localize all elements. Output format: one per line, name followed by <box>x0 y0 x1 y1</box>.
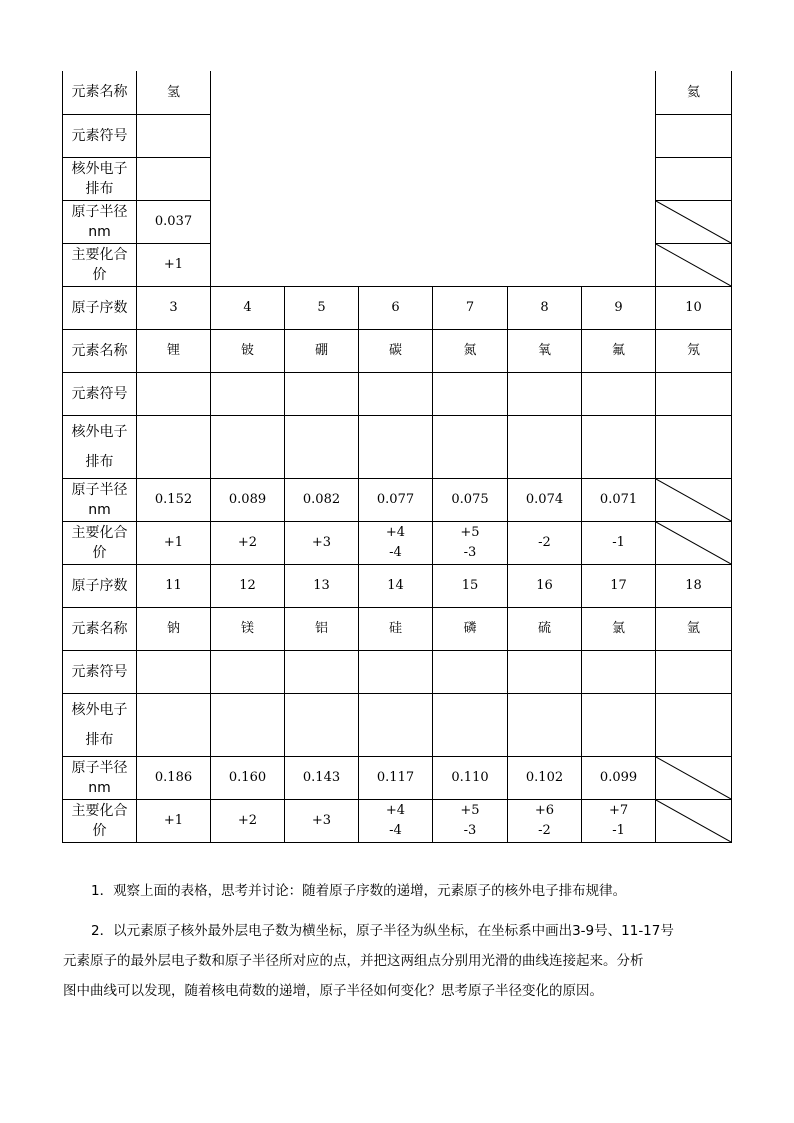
period1-gap <box>211 71 656 286</box>
label-electron: 核外电子 排布 <box>63 157 137 200</box>
p3-radius: 0.117 <box>359 756 433 799</box>
label-valence: 主要化合 价 <box>63 521 137 564</box>
label-radius: 原子半径 nm <box>63 478 137 521</box>
p3-symbol-cell[interactable] <box>285 650 359 693</box>
p2-valence: +2 <box>211 521 285 564</box>
p2-name: 氟 <box>582 329 656 372</box>
p3-name: 磷 <box>433 607 508 650</box>
p2-symbol-cell[interactable] <box>359 372 433 415</box>
p3-symbol-cell[interactable] <box>508 650 582 693</box>
p2-number: 7 <box>433 286 508 329</box>
p3-radius: 0.160 <box>211 756 285 799</box>
p3-symbol-cell[interactable] <box>582 650 656 693</box>
p3-radius: 0.102 <box>508 756 582 799</box>
p2-electron-cell[interactable] <box>137 415 211 478</box>
p2-electron-cell[interactable] <box>285 415 359 478</box>
he-radius-slash <box>656 200 732 243</box>
p2-symbol-cell[interactable] <box>137 372 211 415</box>
p2-electron-row <box>63 415 732 478</box>
p2-electron-cell[interactable] <box>508 415 582 478</box>
p2-electron-cell[interactable] <box>433 415 508 478</box>
p2-valence: -2 <box>508 521 582 564</box>
h-radius: 0.037 <box>137 200 211 243</box>
p3-name: 钠 <box>137 607 211 650</box>
p3-symbol-cell[interactable] <box>137 650 211 693</box>
label-name: 元素名称 <box>63 329 137 372</box>
p3-number: 15 <box>433 564 508 607</box>
he-name: 氦 <box>656 71 732 114</box>
label-radius: 原子半径 nm <box>63 756 137 799</box>
ne-valence-slash <box>656 521 732 564</box>
p2-radius-row <box>63 478 732 521</box>
he-symbol-cell[interactable] <box>656 114 732 157</box>
p2-symbol-cell[interactable] <box>433 372 508 415</box>
p2-electron-cell[interactable] <box>359 415 433 478</box>
p3-name: 氩 <box>656 607 732 650</box>
p2-symbol-row <box>63 372 732 415</box>
label-electron: 核外电子 排布 <box>63 693 137 756</box>
p3-electron-cell[interactable] <box>285 693 359 756</box>
p3-radius: 0.110 <box>433 756 508 799</box>
h-valence: +1 <box>137 243 211 286</box>
p3-electron-cell[interactable] <box>433 693 508 756</box>
p2-electron-cell[interactable] <box>211 415 285 478</box>
ar-radius-slash <box>656 756 732 799</box>
p2-radius: 0.071 <box>582 478 656 521</box>
p3-name: 硅 <box>359 607 433 650</box>
ar-valence-slash <box>656 799 732 842</box>
p3-number: 11 <box>137 564 211 607</box>
p2-symbol-cell[interactable] <box>582 372 656 415</box>
p2-name-row <box>63 329 732 372</box>
label-symbol: 元素符号 <box>63 372 137 415</box>
p3-symbol-row <box>63 650 732 693</box>
p3-valence: +1 <box>137 799 211 842</box>
p3-electron-cell[interactable] <box>582 693 656 756</box>
question-2-line-3: 图中曲线可以发现，随着核电荷数的递增，原子半径如何变化？思考原子半径变化的原因。 <box>63 983 603 999</box>
p2-symbol-cell[interactable] <box>211 372 285 415</box>
p3-number-row <box>63 564 732 607</box>
label-number: 原子序数 <box>63 286 137 329</box>
p2-number: 5 <box>285 286 359 329</box>
p3-valence-row <box>63 799 732 842</box>
p3-name: 镁 <box>211 607 285 650</box>
p3-name: 硫 <box>508 607 582 650</box>
p3-valence: +3 <box>285 799 359 842</box>
p2-symbol-cell[interactable] <box>508 372 582 415</box>
question-2-line-1: 2．以元素原子核外最外层电子数为横坐标，原子半径为纵坐标，在坐标系中画出3-9号、11-17号 <box>91 923 674 939</box>
p2-name: 氖 <box>656 329 732 372</box>
p3-number: 12 <box>211 564 285 607</box>
p2-valence: +1 <box>137 521 211 564</box>
p3-electron-cell[interactable] <box>137 693 211 756</box>
p2-name: 氧 <box>508 329 582 372</box>
p3-radius-row <box>63 756 732 799</box>
p2-number: 6 <box>359 286 433 329</box>
p3-electron-row <box>63 693 732 756</box>
p2-radius: 0.075 <box>433 478 508 521</box>
h-name: 氢 <box>137 71 211 114</box>
p2-electron-cell[interactable] <box>656 415 732 478</box>
p3-number: 16 <box>508 564 582 607</box>
p2-radius: 0.077 <box>359 478 433 521</box>
p2-number: 10 <box>656 286 732 329</box>
p2-radius: 0.074 <box>508 478 582 521</box>
p2-name: 锂 <box>137 329 211 372</box>
p2-valence: +4 -4 <box>359 521 433 564</box>
p3-number: 17 <box>582 564 656 607</box>
label-symbol: 元素符号 <box>63 650 137 693</box>
p2-name: 碳 <box>359 329 433 372</box>
p3-number: 18 <box>656 564 732 607</box>
label-valence: 主要化合 价 <box>63 799 137 842</box>
p2-symbol-cell[interactable] <box>285 372 359 415</box>
label-name: 元素名称 <box>63 71 137 114</box>
discussion-questions <box>63 878 711 1006</box>
label-valence: 主要化合 价 <box>63 243 137 286</box>
p3-symbol-cell[interactable] <box>433 650 508 693</box>
p3-electron-cell[interactable] <box>359 693 433 756</box>
element-table <box>62 71 732 843</box>
p2-number: 3 <box>137 286 211 329</box>
he-valence-slash <box>656 243 732 286</box>
p3-symbol-cell[interactable] <box>656 650 732 693</box>
h-electron-cell[interactable] <box>137 157 211 200</box>
p2-number: 4 <box>211 286 285 329</box>
question-2-line-2: 元素原子的最外层电子数和原子半径所对应的点，并把这两组点分别用光滑的曲线连接起来。分析 <box>63 953 644 969</box>
p3-radius: 0.186 <box>137 756 211 799</box>
label-number: 原子序数 <box>63 564 137 607</box>
p3-valence: +6 -2 <box>508 799 582 842</box>
p2-electron-cell[interactable] <box>582 415 656 478</box>
p3-symbol-cell[interactable] <box>359 650 433 693</box>
p3-valence: +7 -1 <box>582 799 656 842</box>
p2-name: 铍 <box>211 329 285 372</box>
p2-radius: 0.082 <box>285 478 359 521</box>
p2-number: 8 <box>508 286 582 329</box>
p2-valence: +3 <box>285 521 359 564</box>
p2-symbol-cell[interactable] <box>656 372 732 415</box>
p3-name: 氯 <box>582 607 656 650</box>
label-name: 元素名称 <box>63 607 137 650</box>
p2-number-row <box>63 286 732 329</box>
p3-radius: 0.143 <box>285 756 359 799</box>
p2-name: 氮 <box>433 329 508 372</box>
p3-symbol-cell[interactable] <box>211 650 285 693</box>
p3-valence: +4 -4 <box>359 799 433 842</box>
p3-electron-cell[interactable] <box>656 693 732 756</box>
p2-radius: 0.089 <box>211 478 285 521</box>
p3-electron-cell[interactable] <box>211 693 285 756</box>
ne-radius-slash <box>656 478 732 521</box>
p3-valence: +5 -3 <box>433 799 508 842</box>
label-electron: 核外电子 排布 <box>63 415 137 478</box>
label-radius: 原子半径 nm <box>63 200 137 243</box>
p3-radius: 0.099 <box>582 756 656 799</box>
periodic-property-table <box>62 71 731 843</box>
he-electron-cell[interactable] <box>656 157 732 200</box>
p2-name: 硼 <box>285 329 359 372</box>
p2-radius: 0.152 <box>137 478 211 521</box>
p3-electron-cell[interactable] <box>508 693 582 756</box>
p2-valence: -1 <box>582 521 656 564</box>
p3-valence: +2 <box>211 799 285 842</box>
p3-number: 13 <box>285 564 359 607</box>
question-1: 1．观察上面的表格，思考并讨论：随着原子序数的递增，元素原子的核外电子排布规律。 <box>91 883 627 899</box>
h-symbol-cell[interactable] <box>137 114 211 157</box>
p2-number: 9 <box>582 286 656 329</box>
p3-number: 14 <box>359 564 433 607</box>
p3-name: 铝 <box>285 607 359 650</box>
p2-valence-row <box>63 521 732 564</box>
p3-name-row <box>63 607 732 650</box>
label-symbol: 元素符号 <box>63 114 137 157</box>
p2-valence: +5 -3 <box>433 521 508 564</box>
question-2 <box>63 916 711 1006</box>
